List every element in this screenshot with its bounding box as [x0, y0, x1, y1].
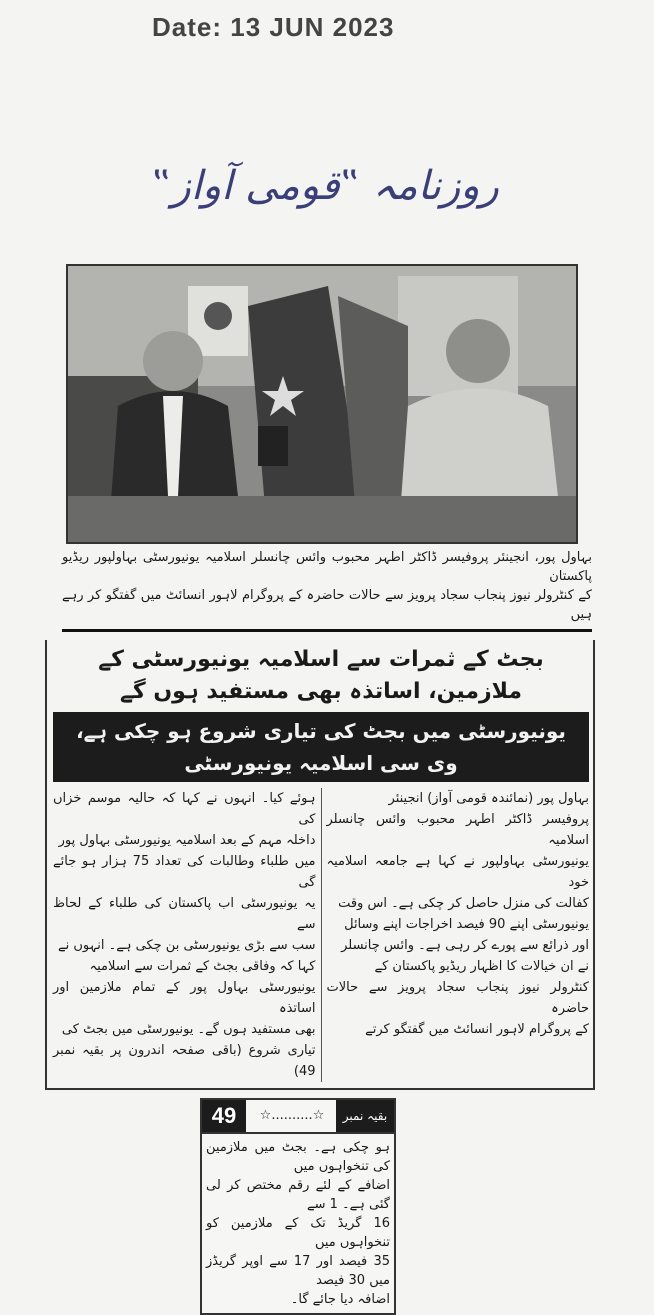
- text-line: داخلہ مہم کے بعد اسلامیہ یونیورسٹی بہاول پور: [58, 833, 316, 848]
- text-line: ہوئے کیا۔ انہوں نے کہا کہ حالیہ موسم خزاں کی: [53, 791, 316, 827]
- continuation-number: 49: [202, 1100, 246, 1132]
- text-line: بھی مستفید ہوں گے۔ یونیورسٹی میں بجٹ کی: [61, 1022, 316, 1037]
- text-line: 16 گریڈ تک کے ملازمین کو تنخواہوں میں: [206, 1216, 390, 1250]
- text-line: اضافہ دیا جائے گا۔: [290, 1292, 390, 1307]
- star-decoration-icon: ☆..........☆: [259, 1108, 325, 1123]
- text-line: پروفیسر ڈاکٹر اطہر محبوب وائس چانسلر اسلامیہ: [326, 812, 589, 848]
- text-line: کے پروگرام لاہور انسائٹ میں گفتگو کرتے: [365, 1022, 589, 1037]
- text-line: اضافے کے لئے رقم مختص کر لی گئی ہے۔ 1 سے: [206, 1178, 390, 1212]
- column-divider: [321, 788, 322, 1082]
- text-line: 35 فیصد اور 17 سے اوپر گریڈز میں 30 فیصد: [206, 1254, 390, 1288]
- text-line: میں طلباء وطالبات کی تعداد 75 ہزار ہو جائے گی: [53, 854, 316, 890]
- story-border: [45, 640, 595, 1090]
- text-line: ہو چکی ہے۔ بجٹ میں ملازمین کی تنخواہوں میں: [206, 1140, 390, 1174]
- clipping-date: Date: 13 JUN 2023: [152, 12, 395, 42]
- caption-line: کے کنٹرولر نیوز پنجاب سجاد پرویز سے حالات حاضرہ کے پروگرام لاہور انسائٹ میں گفتگو کر رہے ہیں: [62, 588, 592, 622]
- headline: بجٹ کے ثمرات سے اسلامیہ یونیورسٹی کے ملازمین، اساتذہ بھی مستفید ہوں گے: [98, 647, 544, 704]
- article-column-left: [53, 788, 316, 1082]
- continuation-header: [202, 1100, 394, 1134]
- photo-caption: [62, 548, 592, 632]
- photo-interview-illustration: [68, 266, 576, 542]
- text-line: کفالت کی منزل حاصل کر چکی ہے۔ اس وقت: [338, 896, 589, 911]
- continuation-box: [200, 1098, 396, 1315]
- newspaper-masthead-handwritten: روزنامہ ‟قومی آواز‟: [151, 163, 499, 209]
- continuation-label: بقیہ نمبر: [336, 1100, 394, 1132]
- caption-line: بہاول پور، انجینئر پروفیسر ڈاکٹر اطہر محبوب وائس چانسلر اسلامیہ یونیورسٹی بہاولپور ریڈیو پاکستان: [62, 550, 592, 584]
- text-line: سب سے بڑی یونیورسٹی بن چکی ہے۔ انہوں نے: [58, 938, 316, 953]
- text-line: کنٹرولر نیوز پنجاب سجاد پرویز سے حالات حاضرہ: [326, 980, 589, 1016]
- clipping-body: [45, 264, 595, 1315]
- news-photo: [66, 264, 578, 544]
- text-line: بہاول پور (نمائندہ قومی آواز) انجینئر: [388, 791, 589, 806]
- text-line: تیاری شروع (باقی صفحہ اندرون پر بقیہ نمبر 49): [53, 1043, 316, 1079]
- subheadline-banner: یونیورسٹی میں بجٹ کی تیاری شروع ہو چکی ہے، وی سی اسلامیہ یونیورسٹی: [53, 712, 589, 782]
- text-line: اور ذرائع سے پورے کر رہی ہے۔ وائس چانسلر: [341, 938, 589, 953]
- article-columns: [53, 788, 589, 1082]
- text-line: یونیورسٹی بہاول پور کے تمام ملازمین اور اساتذہ: [53, 980, 316, 1016]
- text-line: یونیورسٹی بہاولپور نے کہا ہے جامعہ اسلامیہ خود: [326, 854, 589, 890]
- continuation-text: [202, 1134, 394, 1313]
- text-line: یونیورسٹی اپنے 90 فیصد اخراجات اپنے وسائل: [344, 917, 589, 932]
- article-column-right: [327, 788, 590, 1082]
- text-line: نے ان خیالات کا اظہار ریڈیو پاکستان کے: [374, 959, 589, 974]
- text-line: یہ یونیورسٹی اب پاکستان کی طلباء کے لحاظ سے: [53, 896, 316, 932]
- text-line: کہا کہ وفاقی بجٹ کے ثمرات سے اسلامیہ: [89, 959, 316, 974]
